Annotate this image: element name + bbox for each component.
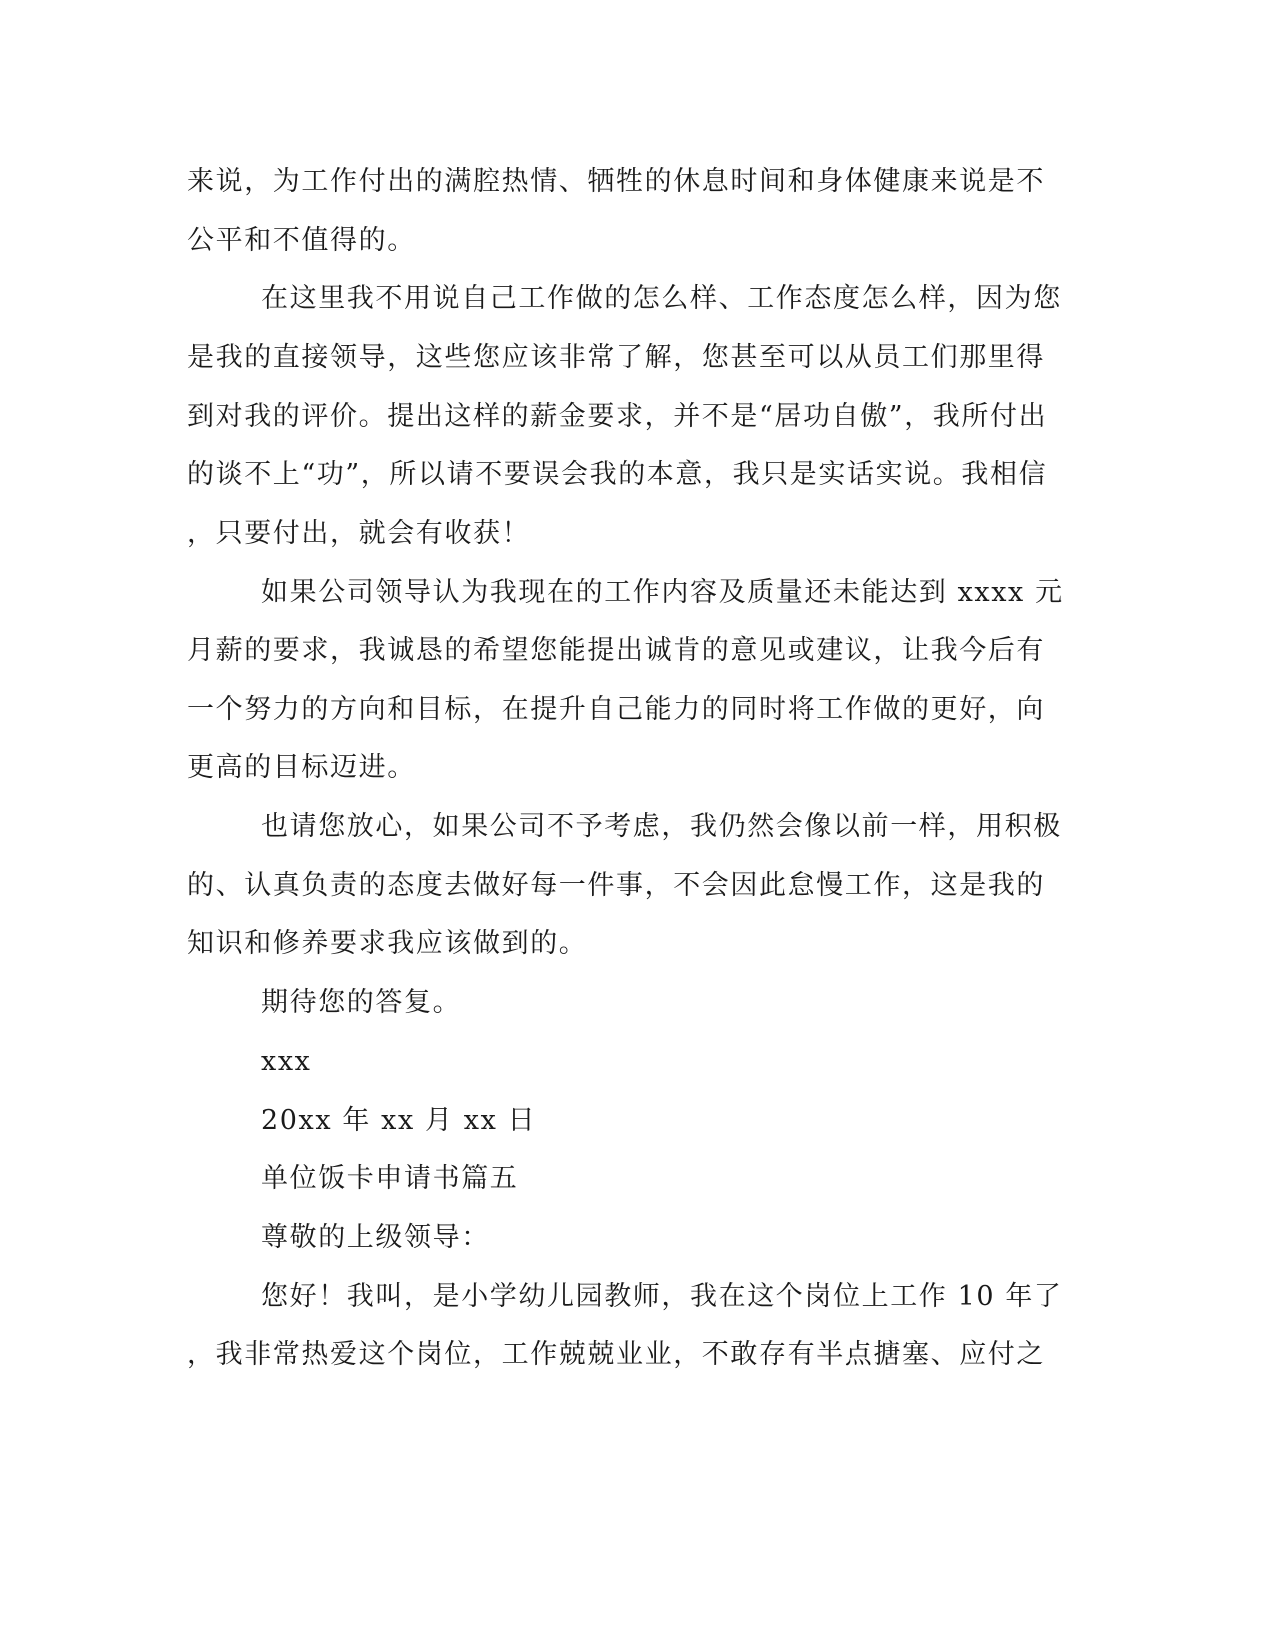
signature: xxx: [261, 1046, 312, 1077]
salutation: 尊敬的上级领导：: [261, 1222, 490, 1253]
section-heading: 单位饭卡申请书篇五: [261, 1163, 519, 1194]
text-line: 来说，为工作付出的满腔热情、牺牲的休息时间和身体健康来说是不: [187, 166, 1045, 197]
text-line: 更高的目标迈进。: [187, 752, 416, 783]
text-line: 是我的直接领导，这些您应该非常了解，您甚至可以从员工们那里得: [187, 342, 1045, 373]
paragraph-start-line: 也请您放心，如果公司不予考虑，我仍然会像以前一样，用积极: [261, 811, 1062, 842]
text-line: ，我非常热爱这个岗位，工作兢兢业业，不敢存有半点搪塞、应付之: [187, 1339, 1045, 1370]
text-line: 知识和修养要求我应该做到的。: [187, 928, 588, 959]
text-line: 的谈不上“功”，所以请不要误会我的本意，我只是实话实说。我相信: [187, 459, 1048, 490]
text-line: 一个努力的方向和目标，在提升自己能力的同时将工作做的更好，向: [187, 694, 1045, 725]
text-line: 到对我的评价。提出这样的薪金要求，并不是“居功自傲”，我所付出: [187, 401, 1048, 432]
paragraph-start-line: 如果公司领导认为我现在的工作内容及质量还未能达到 xxxx 元: [261, 577, 1064, 608]
date-line: 20xx 年 xx 月 xx 日: [261, 1105, 537, 1136]
text-line: 月薪的要求，我诚恳的希望您能提出诚肯的意见或建议，让我今后有: [187, 635, 1045, 666]
closing-line: 期待您的答复。: [261, 987, 462, 1018]
paragraph-start-line: 您好！我叫，是小学幼儿园教师，我在这个岗位上工作 10 年了: [261, 1281, 1063, 1312]
text-line: ，只要付出，就会有收获！: [187, 518, 531, 549]
text-line: 的、认真负责的态度去做好每一件事，不会因此怠慢工作，这是我的: [187, 870, 1045, 901]
paragraph-start-line: 在这里我不用说自己工作做的怎么样、工作态度怎么样，因为您: [261, 283, 1062, 314]
text-line: 公平和不值得的。: [187, 225, 416, 256]
